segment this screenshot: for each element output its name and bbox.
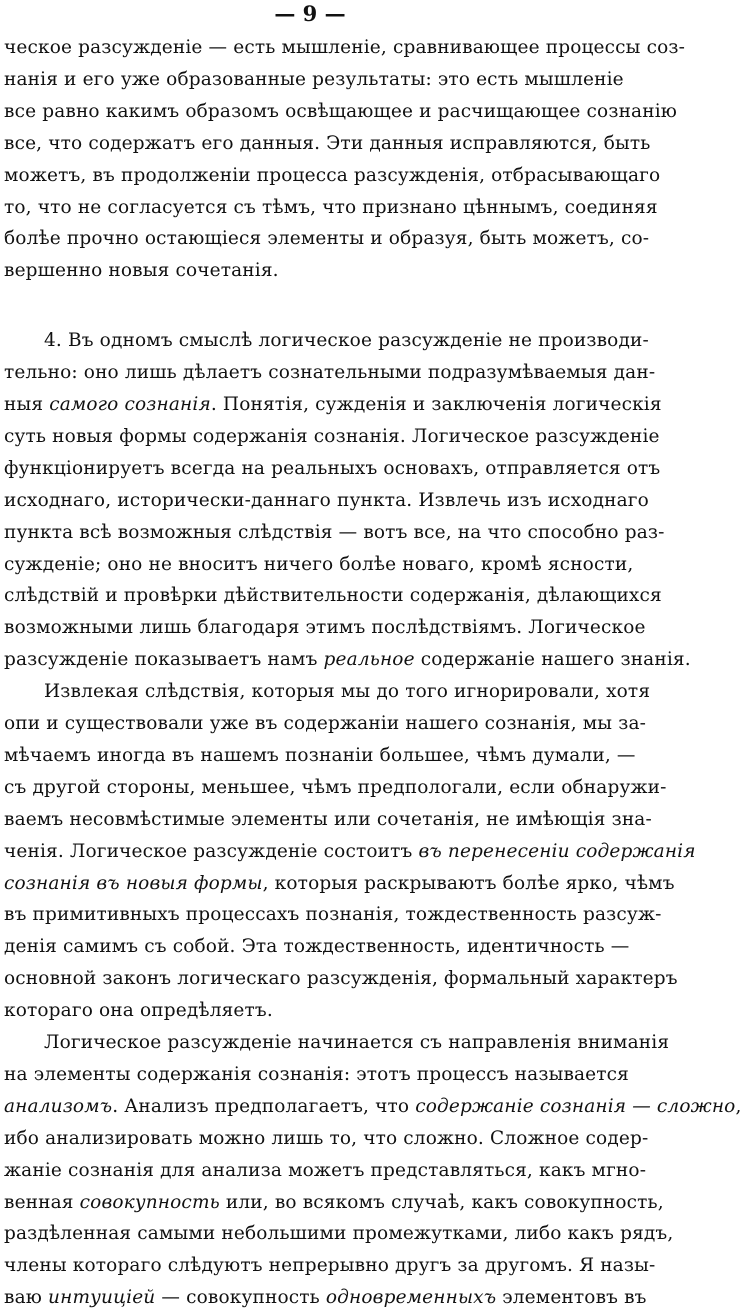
text-line <box>4 65 624 95</box>
text-line <box>4 613 646 643</box>
text-line <box>4 645 691 675</box>
text-span: основной законъ логическаго разсужденія, формальный характеръ <box>4 968 678 990</box>
text-line <box>44 677 651 707</box>
text-line <box>44 1028 670 1058</box>
text-line <box>4 1092 741 1122</box>
text-line <box>4 1060 629 1090</box>
italic-text: анализомъ <box>4 1095 113 1117</box>
text-line <box>4 193 658 223</box>
text-span: опи и существовали уже въ содержаніи нашего сознанія, мы за- <box>4 713 647 734</box>
text-line <box>4 900 662 930</box>
text-span: исходнаго, исторически-даннаго пункта. Извлечь изъ исходнаго <box>4 489 649 511</box>
italic-text: реальное <box>323 649 415 671</box>
text-line <box>4 129 651 159</box>
text-line <box>4 932 630 962</box>
text-span: денія самимъ съ собой. Эта тождественность, идентичность — <box>4 936 630 958</box>
text-span: нанія и его уже образованные результаты: это есть мышленіе <box>4 68 624 90</box>
italic-text: интуиціей <box>48 1287 156 1309</box>
text-span: все, что содержатъ его данныя. Эти данныя исправляются, быть <box>4 132 651 154</box>
text-span: возможными лишь благодаря этимъ послѣдствіямъ. Логическое <box>4 617 646 639</box>
page-number: — 9 — <box>274 1 346 26</box>
text-line <box>4 805 652 835</box>
text-span: венная <box>4 1191 80 1213</box>
text-span: то, что не согласуется съ тѣмъ, что признано цѣннымъ, соединяя <box>4 196 658 218</box>
text-span: суть новыя формы содержанія сознанія. Логическое разсужденіе <box>4 425 660 447</box>
text-span: ческое разсужденіе — есть мышленіе, сравнивающее процессы соз- <box>4 37 686 58</box>
text-line <box>44 326 649 356</box>
text-line <box>4 741 636 771</box>
text-span: . Понятія, сужденія и заключенія логическія <box>210 394 662 415</box>
text-line <box>4 1124 649 1154</box>
text-line <box>4 358 656 388</box>
text-line <box>4 518 665 548</box>
text-span: вершенно новыя сочетанія. <box>4 260 279 282</box>
text-line <box>4 486 649 516</box>
text-line <box>4 837 696 867</box>
italic-text: сознанія въ новыя формы <box>4 872 263 894</box>
text-span: ваемъ несовмѣстимые элементы или сочетанія, не имѣющія зна- <box>4 808 652 830</box>
text-span: ченія. Логическое разсужденіе состоитъ <box>4 840 419 862</box>
text-span: мѣчаемъ иногда въ нашемъ познаніи большее, чѣмъ думали, — <box>4 744 636 766</box>
text-span: , <box>735 1095 741 1117</box>
text-line <box>4 709 647 739</box>
text-span: Логическое разсужденіе начинается съ направленія вниманія <box>44 1032 670 1053</box>
text-span: члены котораго слѣдуютъ непрерывно другъ за другомъ. Я назы- <box>4 1255 656 1277</box>
text-span: болѣе прочно остающіеся элементы и образуя, быть можетъ, со- <box>4 228 650 250</box>
text-span: жаніе сознанія для анализа можетъ представляться, какъ мгно- <box>4 1159 647 1181</box>
text-line <box>4 161 661 191</box>
italic-text: одновременныхъ <box>325 1287 497 1309</box>
text-span: слѣдствій и провѣрки дѣйствительности содержанія, дѣлающихся <box>4 585 662 607</box>
italic-text: содержаніе сознанія — сложно <box>415 1095 736 1117</box>
text-line <box>4 1283 647 1313</box>
text-span: элементовъ въ <box>496 1287 647 1309</box>
text-line <box>4 869 675 899</box>
text-line <box>4 390 662 420</box>
text-line <box>4 1219 674 1249</box>
text-line <box>4 33 686 63</box>
text-line <box>4 773 667 803</box>
text-span: содержаніе нашего знанія. <box>414 649 691 671</box>
text-line <box>4 1156 647 1186</box>
text-line <box>4 1251 656 1281</box>
italic-text: совокупность <box>79 1191 220 1213</box>
text-line <box>4 1188 664 1218</box>
text-line <box>4 581 662 611</box>
text-span: 4. Въ одномъ смыслѣ логическое разсужденіе не производи- <box>44 330 649 352</box>
text-span: съ другой стороны, меньшее, чѣмъ предпологали, если обнаружи- <box>4 776 667 798</box>
text-span: функціонируетъ всегда на реальныхъ основахъ, отправляется отъ <box>4 457 661 479</box>
italic-text: въ перенесеніи содержанія <box>418 840 696 862</box>
text-line <box>4 422 660 452</box>
text-line <box>4 996 616 1026</box>
text-span: ныя <box>4 394 50 415</box>
text-span: на элементы содержанія сознанія: этотъ процессъ называется <box>4 1063 629 1085</box>
text-line <box>4 550 634 580</box>
text-span: , которыя раскрываютъ болѣе ярко, чѣмъ <box>262 872 675 894</box>
text-span: — совокупность <box>155 1287 326 1309</box>
text-span: ибо анализировать можно лишь то, что сложно. Сложное содер- <box>4 1127 649 1149</box>
text-line <box>4 97 678 127</box>
text-span: все равно какимъ образомъ освѣщающее и расчищающее сознанію <box>4 100 678 122</box>
text-span: въ примитивныхъ процессахъ познанія, тождественность разсуж- <box>4 904 662 926</box>
text-line <box>4 256 616 286</box>
text-span: сужденіе; оно не вноситъ ничего болѣе новаго, кромѣ ясности, <box>4 553 634 575</box>
text-span: раздѣленная самыми небольшими промежутками, либо какъ рядъ, <box>4 1223 674 1245</box>
text-span: разсужденіе показываетъ намъ <box>4 649 324 671</box>
text-line <box>4 454 661 484</box>
text-span: ваю <box>4 1287 49 1309</box>
text-span: Извлекая слѣдствія, которыя мы до того игнорировали, хотя <box>44 681 651 703</box>
text-span: котораго она опредѣляетъ. <box>4 1000 273 1022</box>
text-span: пункта всѣ возможныя слѣдствія — вотъ все, на что способно раз- <box>4 521 665 543</box>
text-line <box>4 224 650 254</box>
text-span: можетъ, въ продолженіи процесса разсужденія, отбрасывающаго <box>4 164 661 186</box>
text-line <box>4 964 678 994</box>
text-span: . Анализъ предполагаетъ, что <box>112 1095 416 1117</box>
italic-text: самого сознанія <box>49 394 211 415</box>
text-span: тельно: оно лишь дѣлаетъ сознательными подразумѣваемыя дан- <box>4 362 656 384</box>
text-span: или, во всякомъ случаѣ, какъ совокупность, <box>219 1191 664 1213</box>
